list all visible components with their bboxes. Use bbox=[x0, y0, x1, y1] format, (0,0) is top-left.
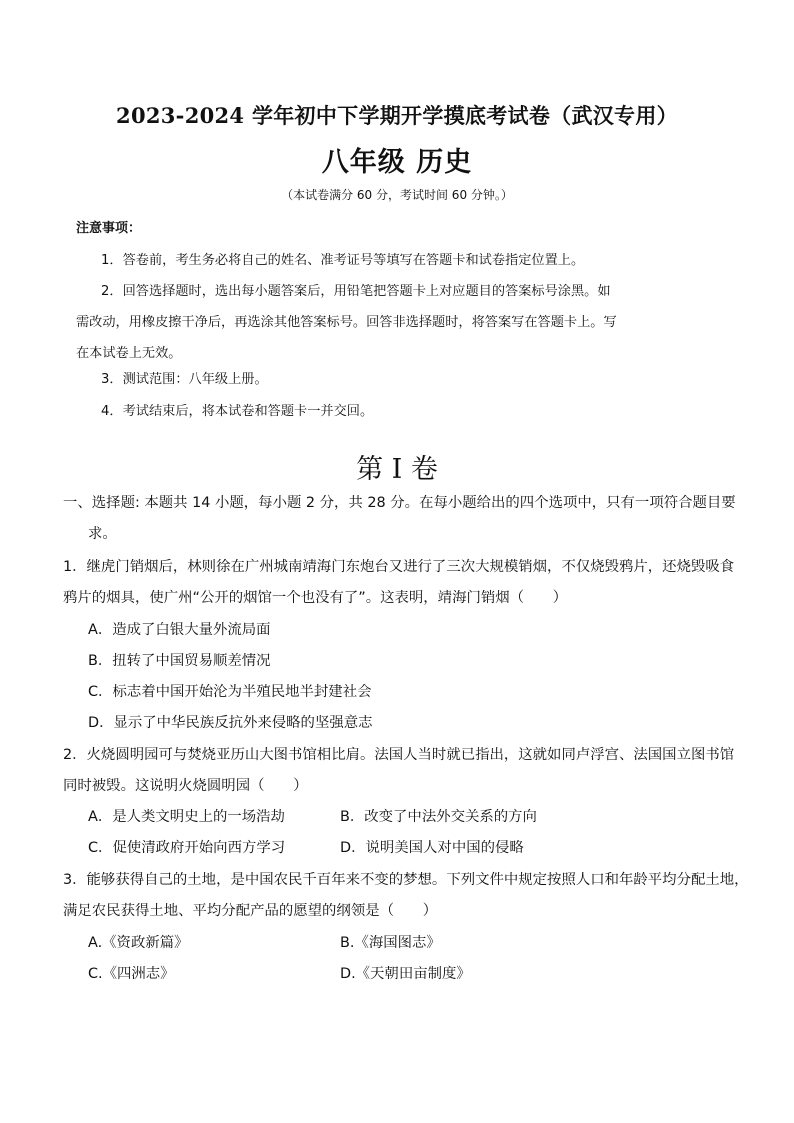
question-2-option-c: C．促使清政府开始向西方学习 bbox=[88, 840, 286, 856]
question-3-stem-cont: 满足农民获得土地、平均分配产品的愿望的纲领是（ ） bbox=[63, 903, 438, 919]
question-2-option-d: D．说明美国人对中国的侵略 bbox=[340, 840, 524, 856]
question-3-stem: 3．能够获得自己的土地，是中国农民千百年来不变的梦想。下列文件中规定按照人口和年龄平均分配土地， bbox=[63, 872, 749, 888]
section-instruction-cont: 求。 bbox=[88, 526, 117, 542]
note-item: 2．回答选择题时，选出每小题答案后，用铅笔把答题卡上对应题目的答案标号涂黑。如 bbox=[101, 284, 611, 299]
question-3-option-a: A.《资政新篇》 bbox=[88, 935, 189, 951]
question-2-option-b: B．改变了中法外交关系的方向 bbox=[340, 809, 537, 825]
question-2-stem-cont: 同时被毁。这说明火烧圆明园（ ） bbox=[63, 778, 308, 794]
exam-meta: （本试卷满分 60 分，考试时间 60 分钟。） bbox=[281, 188, 513, 202]
question-1-option-b: B．扭转了中国贸易顺差情况 bbox=[88, 653, 271, 669]
question-1-stem-cont: 鸦片的烟具，使广州“公开的烟馆一个也没有了”。这表明，靖海门销烟（ ） bbox=[63, 590, 568, 606]
question-2-stem: 2．火烧圆明园可与焚烧亚历山大图书馆相比肩。法国人当时就已指出，这就如同卢浮宫、法国国立图书馆 bbox=[63, 747, 735, 763]
exam-title: 2023-2024 学年初中下学期开学摸底考试卷（武汉专用） bbox=[116, 103, 678, 128]
section-instruction: 一、选择题: 本题共 14 小题，每小题 2 分，共 28 分。在每小题给出的四个选项中，只有一项符合题目要 bbox=[63, 495, 736, 511]
note-item: 3．测试范围：八年级上册。 bbox=[101, 372, 268, 387]
question-1-option-a: A．造成了白银大量外流局面 bbox=[88, 622, 271, 638]
question-2-option-a: A．是人类文明史上的一场浩劫 bbox=[88, 809, 285, 825]
part-title: 第 I 卷 bbox=[356, 454, 438, 485]
question-1-option-d: D．显示了中华民族反抗外来侵略的坚强意志 bbox=[88, 715, 373, 731]
note-item: 在本试卷上无效。 bbox=[76, 346, 182, 361]
note-item: 1．答卷前，考生务必将自己的姓名、准考证号等填写在答题卡和试卷指定位置上。 bbox=[101, 253, 585, 268]
question-3-option-b: B.《海国图志》 bbox=[340, 935, 441, 951]
note-item: 需改动，用橡皮擦干净后，再选涂其他答案标号。回答非选择题时，将答案写在答题卡上。写 bbox=[76, 315, 617, 330]
question-1-option-c: C．标志着中国开始沦为半殖民地半封建社会 bbox=[88, 684, 372, 700]
notes-heading: 注意事项： bbox=[76, 221, 142, 236]
note-item: 4．考试结束后，将本试卷和答题卡一并交回。 bbox=[101, 404, 374, 419]
question-3-option-d: D.《天朝田亩制度》 bbox=[340, 966, 471, 982]
question-1-stem: 1．继虎门销烟后，林则徐在广州城南靖海门东炮台又进行了三次大规模销烟，不仅烧毁鸦片，还烧毁吸食 bbox=[63, 559, 735, 575]
exam-subtitle: 八年级 历史 bbox=[321, 147, 473, 178]
question-3-option-c: C.《四洲志》 bbox=[88, 966, 175, 982]
